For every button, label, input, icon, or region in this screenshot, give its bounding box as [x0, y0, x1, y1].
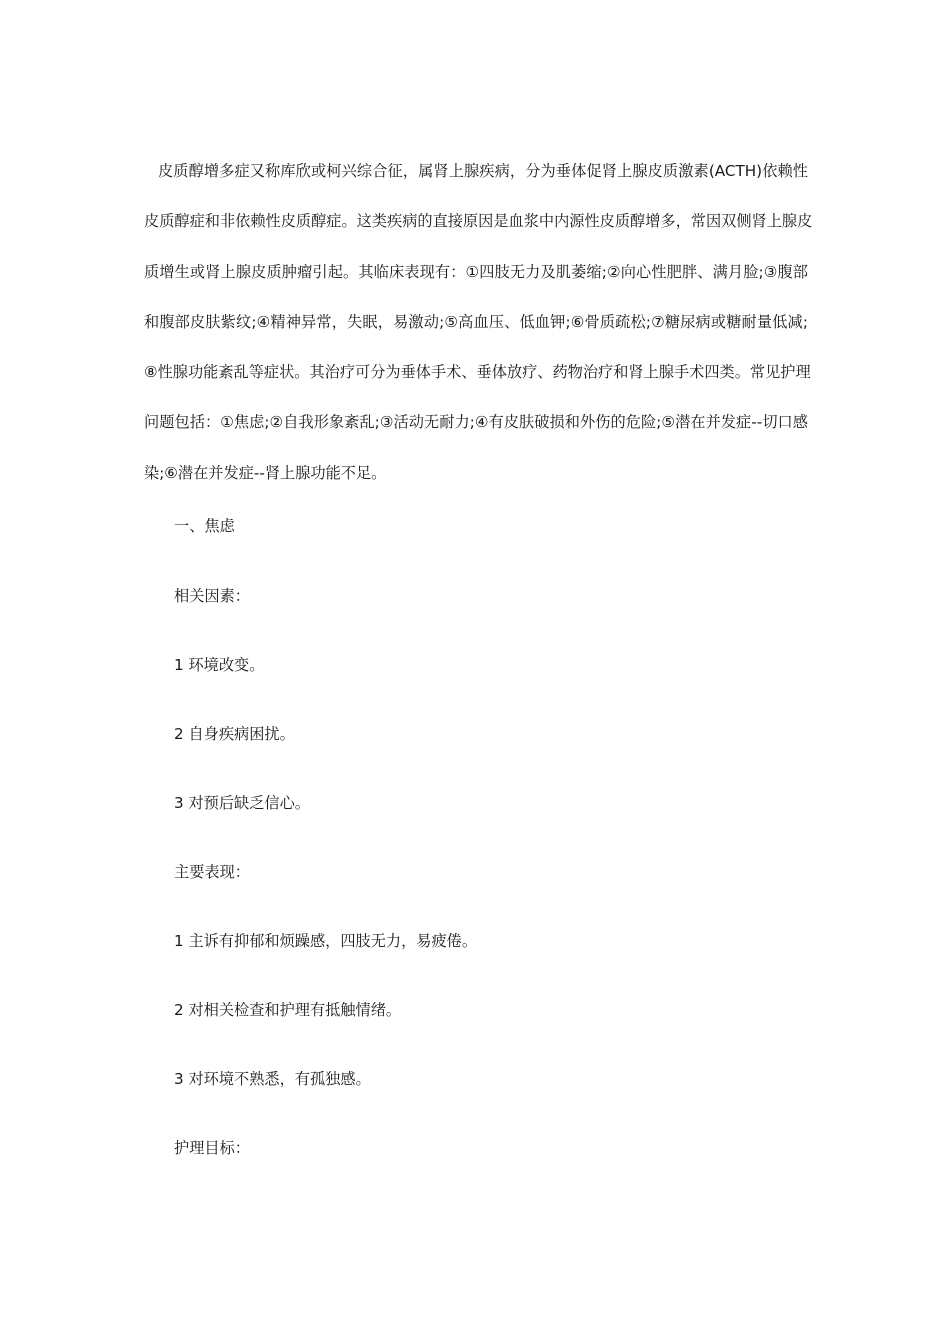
- main-manifestations-heading: 主要表现：: [174, 863, 250, 881]
- intro-paragraph: [144, 146, 813, 498]
- related-factor-item: 1 环境改变。: [174, 656, 265, 674]
- intro-line: 染;⑥潜在并发症--肾上腺功能不足。: [144, 463, 387, 482]
- manifestation-item: 1 主诉有抑郁和烦躁感，四肢无力，易疲倦。: [174, 932, 478, 950]
- nursing-goals-heading: 护理目标：: [174, 1139, 250, 1157]
- related-factor-item: 2 自身疾病困扰。: [174, 725, 295, 743]
- intro-line: ⑧性腺功能紊乱等症状。其治疗可分为垂体手术、垂体放疗、药物治疗和肾上腺手术四类。常见护理: [144, 363, 811, 382]
- intro-line: 皮质醇增多症又称库欣或柯兴综合征，属肾上腺疾病，分为垂体促肾上腺皮质激素(ACTH)依赖性: [158, 162, 808, 180]
- manifestation-item: 2 对相关检查和护理有抵触情绪。: [174, 1001, 402, 1019]
- related-factors-heading: 相关因素：: [174, 587, 250, 605]
- intro-line: 质增生或肾上腺皮质肿瘤引起。其临床表现有：①四肢无力及肌萎缩;②向心性肥胖、满月脸;③腹部: [144, 262, 808, 281]
- section-heading: 一、焦虑: [174, 517, 235, 535]
- intro-line: 皮质醇症和非依赖性皮质醇症。这类疾病的直接原因是血浆中内源性皮质醇增多，常因双侧肾上腺皮: [144, 212, 813, 231]
- intro-line: 问题包括：①焦虑;②自我形象紊乱;③活动无耐力;④有皮肤破损和外伤的危险;⑤潜在并发症--切口感: [144, 413, 808, 432]
- related-factor-item: 3 对预后缺乏信心。: [174, 794, 310, 812]
- intro-line: 和腹部皮肤紫纹;④精神异常，失眠，易激动;⑤高血压、低血钾;⑥骨质疏松;⑦糖尿病或糖耐量低减;: [144, 312, 808, 331]
- manifestation-item: 3 对环境不熟悉，有孤独感。: [174, 1070, 371, 1088]
